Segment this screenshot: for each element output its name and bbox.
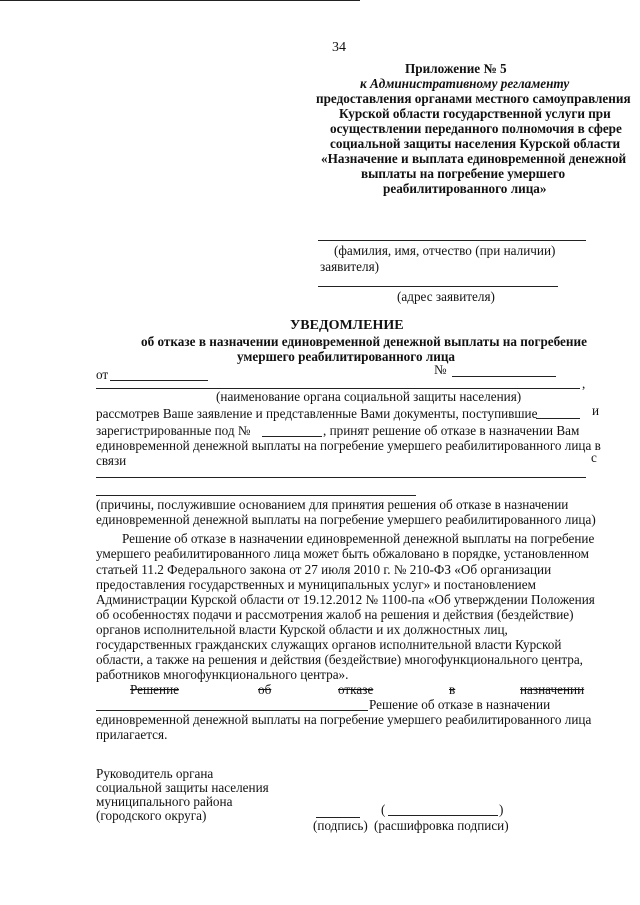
body-line-end: с [591, 450, 597, 465]
signer-title: Руководитель органа [96, 766, 214, 781]
number-field[interactable] [452, 376, 556, 377]
open-paren: ( [381, 802, 386, 817]
applicant-address-line[interactable] [318, 286, 558, 287]
reason-field-line[interactable] [96, 495, 416, 496]
applicant-name-line[interactable] [318, 240, 586, 241]
notice-title: УВЕДОМЛЕНИЕ [290, 318, 404, 333]
appendix-line: Курской области государственной услуги при [339, 106, 611, 121]
signature-caption: (подпись) [313, 818, 368, 833]
appeal-line: органов исполнительной власти Курской области и их должностных лиц, [96, 622, 508, 637]
appendix-line: предоставления органами местного самоуправления [316, 91, 631, 106]
authority-caption: (наименование органа социальной защиты населения) [216, 389, 522, 404]
appendix-line: реабилитированного лица» [383, 181, 547, 196]
decode-caption: (расшифровка подписи) [374, 818, 509, 833]
reasons-caption: (причины, послужившие основанием для принятия решения об отказе в назначении [96, 497, 569, 512]
body-line: зарегистрированные под № [96, 423, 251, 438]
signature-decode-field[interactable] [388, 815, 498, 816]
page-number: 34 [332, 40, 346, 55]
appendix-line: выплаты на погребение умершего [361, 166, 566, 181]
attachment-field[interactable] [96, 710, 368, 711]
body-line-end: и [592, 403, 600, 418]
appendix-line: социальной защиты населения Курской области [330, 136, 621, 151]
signer-title: муниципального района [96, 794, 233, 809]
attachment-line: прилагается. [96, 727, 168, 742]
registration-number-field[interactable] [262, 436, 322, 437]
top-rule [0, 0, 360, 1]
appeal-line: умершего реабилитированного лица может быть обжаловано в порядке, установленном [96, 546, 589, 561]
number-label: № [434, 362, 447, 377]
strike-word: отказе [338, 682, 374, 697]
attachment-line: единовременной денежной выплаты на погребение умершего реабилитированного лица [96, 712, 592, 727]
body-line: рассмотрев Ваше заявление и представленные Вами документы, поступившие [96, 406, 538, 421]
signer-title: (городского округа) [96, 808, 207, 823]
appeal-line: области, а также на решения и действия (бездействие) многофункционального центра, [96, 652, 583, 667]
appeal-line: Решение об отказе в назначении единовременной денежной выплаты на погребение [122, 531, 595, 546]
appeal-line: предоставления государственных и муниципальных услуг» и постановлением [96, 577, 536, 592]
applicant-address-caption: (адрес заявителя) [397, 289, 495, 304]
strike-word: в [449, 682, 456, 697]
body-line: связи [96, 453, 127, 468]
appendix-line: осуществлении переданного полномочия в сфере [330, 121, 622, 136]
comma: , [582, 376, 586, 391]
date-field[interactable] [110, 380, 208, 381]
strike-word: об [258, 682, 272, 697]
appeal-line: работников многофункционального центра». [96, 667, 349, 682]
appendix-title: Приложение № 5 [405, 61, 507, 76]
strike-word: назначении [520, 682, 585, 697]
notice-subtitle-2: умершего реабилитированного лица [237, 349, 456, 364]
appeal-line: об особенностях подачи и рассмотрения жалоб на решения и действия (бездействие) [96, 607, 574, 622]
reasons-caption-2: единовременной денежной выплаты на погребение умершего реабилитированного лица) [96, 512, 596, 527]
appendix-line: «Назначение и выплата единовременной денежной [321, 151, 627, 166]
attachment-line: Решение об отказе в назначении [369, 697, 551, 712]
body-line: , принят решение об отказе в назначении Вам [323, 423, 580, 438]
appeal-line: государственных гражданских служащих органов исполнительной власти Курской [96, 637, 562, 652]
appendix-line: к Административному регламенту [360, 76, 570, 91]
from-label: от [96, 367, 109, 382]
close-paren: ) [499, 802, 504, 817]
body-line: единовременной денежной выплаты на погребение умершего реабилитированного лица в [96, 438, 601, 453]
applicant-name-caption: (фамилия, имя, отчество (при наличии) [334, 243, 556, 258]
reason-field-line[interactable] [96, 477, 586, 478]
received-date-field[interactable] [536, 418, 580, 419]
appeal-line: статьей 11.2 Федерального закона от 27 июля 2010 г. № 210-ФЗ «Об организации [96, 562, 552, 577]
signer-title: социальной защиты населения [96, 780, 269, 795]
notice-subtitle: об отказе в назначении единовременной денежной выплаты на погребение [141, 334, 587, 349]
applicant-name-caption-2: заявителя) [320, 259, 380, 274]
appeal-line: Администрации Курской области от 19.12.2012 № 1100-па «Об утверждении Положения [96, 592, 595, 607]
strike-word: Решение [130, 682, 179, 697]
